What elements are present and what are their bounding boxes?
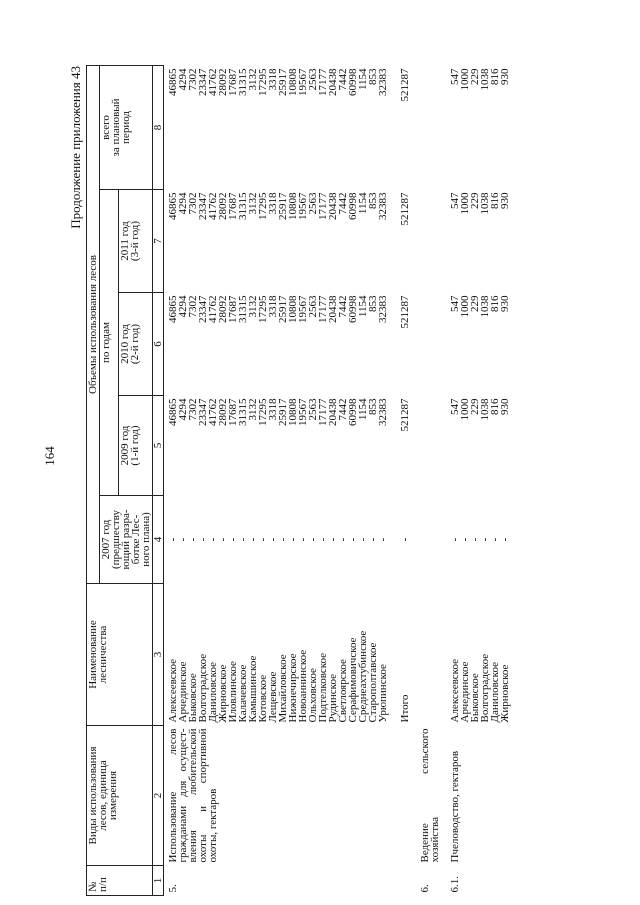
forestry-name: Серафимовичское — [347, 637, 359, 723]
value-2007: - — [499, 537, 511, 542]
total-2010: 521287 — [399, 295, 411, 329]
values-2010-cell — [440, 293, 510, 396]
value-2007: - — [247, 537, 259, 542]
forestry-name: Ольховское — [307, 668, 319, 723]
value-2009: 547 — [449, 398, 461, 415]
value-2011: 547 — [449, 192, 461, 209]
value-2009: 17177 — [317, 398, 329, 426]
value-total: 7302 — [187, 68, 199, 91]
value-total: 1154 — [357, 68, 369, 91]
value-2007: - — [217, 537, 229, 542]
section-5-total-row — [388, 65, 410, 895]
header-usage-kind — [87, 726, 153, 866]
forestry-name: Алексеевское — [167, 659, 179, 723]
forestry-name: Камышинское — [247, 655, 259, 723]
value-total: 2563 — [307, 68, 319, 91]
forestry-name: Даниловское — [489, 662, 501, 723]
section-6-1-row — [440, 65, 510, 895]
value-2010: 4294 — [177, 295, 189, 318]
value-2011: 31315 — [237, 192, 249, 220]
value-2010: 32383 — [377, 295, 389, 323]
value-2010: 60998 — [347, 295, 359, 323]
value-2010: 930 — [499, 295, 511, 312]
forestry-name: Котовское — [257, 674, 269, 723]
value-2010: 10808 — [287, 295, 299, 323]
value-2009: 4294 — [177, 398, 189, 421]
value-2010: 3132 — [247, 295, 259, 318]
forestry-name: Волгоградское — [197, 653, 209, 723]
value-2009: 2563 — [307, 398, 319, 421]
value-total: 32383 — [377, 68, 389, 96]
value-2010: 7302 — [187, 295, 199, 318]
value-2010: 1154 — [357, 295, 369, 318]
header-line: (2-й год) — [129, 323, 142, 365]
values-2007-cell — [164, 496, 389, 584]
value-2011: 46865 — [167, 192, 179, 220]
section-5-row — [164, 65, 389, 895]
value-2011: 28092 — [217, 192, 229, 220]
value-2011: 32383 — [377, 192, 389, 220]
value-total: 17295 — [257, 68, 269, 96]
value-2011: 229 — [469, 192, 481, 209]
value-total: 930 — [499, 68, 511, 85]
value-2010: 17177 — [317, 295, 329, 323]
forestry-name: Жирновское — [217, 664, 229, 723]
value-2009: 1154 — [357, 398, 369, 421]
forestry-name: Быковское — [187, 673, 199, 723]
value-total: 3132 — [247, 68, 259, 91]
value-2010: 17687 — [227, 295, 239, 323]
forestry-name: Старополтавское — [367, 642, 379, 723]
value-2010: 25917 — [277, 295, 289, 323]
values-total-cell — [440, 65, 510, 189]
header-line: 2010 год — [119, 324, 132, 364]
value-2009: 32383 — [377, 398, 389, 426]
total-2009: 521287 — [399, 398, 411, 432]
value-total: 19567 — [297, 68, 309, 96]
header-line: (3-й год) — [129, 220, 142, 262]
col-index-8: 8 — [153, 65, 164, 189]
value-2011: 23347 — [197, 192, 209, 220]
value-2010: 2563 — [307, 295, 319, 318]
value-2011: 17295 — [257, 192, 269, 220]
value-2007: - — [347, 537, 359, 542]
value-2007: - — [187, 537, 199, 542]
forestry-name: Среднеахтубинское — [357, 630, 369, 723]
col-index-6: 6 — [153, 293, 164, 396]
value-2011: 17687 — [227, 192, 239, 220]
value-total: 547 — [449, 68, 461, 85]
header-2009 — [119, 396, 153, 496]
header-line: период — [120, 111, 132, 144]
value-2010: 229 — [469, 295, 481, 312]
header-line: лесничества — [97, 625, 109, 684]
forest-usage-table — [86, 65, 510, 896]
usage-kind-line: гражданами для осущест- — [177, 728, 189, 863]
value-2007: - — [297, 537, 309, 542]
values-total-cell — [164, 65, 389, 189]
header-volumes: Объемы использования лесов — [87, 65, 100, 583]
column-index-row — [153, 65, 164, 895]
value-2009: 930 — [499, 398, 511, 415]
value-2007: - — [287, 537, 299, 542]
usage-kind-cell: Пчеловодство, гектаров — [449, 750, 461, 863]
header-line: Виды использования — [87, 746, 99, 845]
value-total: 20438 — [327, 68, 339, 96]
col-index-7: 7 — [153, 190, 164, 293]
value-2009: 229 — [469, 398, 481, 415]
header-line: (1-й год) — [129, 425, 142, 466]
header-line: 2007 год — [100, 519, 112, 560]
total-2007: - — [399, 537, 411, 542]
value-2010: 46865 — [167, 295, 179, 323]
forestry-name: Даниловское — [207, 662, 219, 723]
value-total: 853 — [367, 68, 379, 85]
value-2010: 547 — [449, 295, 461, 312]
forestry-name: Нижнечирское — [287, 653, 299, 723]
value-2011: 17177 — [317, 192, 329, 220]
value-2010: 1000 — [459, 295, 471, 318]
value-total: 41762 — [207, 68, 219, 96]
value-2009: 17295 — [257, 398, 269, 426]
value-2007: - — [317, 537, 329, 542]
value-2007: - — [449, 537, 461, 542]
value-2010: 17295 — [257, 295, 269, 323]
value-2011: 20438 — [327, 192, 339, 220]
col-index-5: 5 — [153, 396, 164, 496]
forestry-name: Быковское — [469, 673, 481, 723]
header-line: всего — [100, 115, 112, 140]
forestry-name: Урюпинское — [377, 664, 389, 723]
header-2007 — [100, 496, 153, 584]
page-number: 164 — [42, 446, 57, 466]
value-2009: 7442 — [337, 398, 349, 421]
forestry-name: Подтелковское — [317, 652, 329, 723]
col-index-4: 4 — [153, 496, 164, 584]
value-2010: 7442 — [337, 295, 349, 318]
value-2011: 7442 — [337, 192, 349, 215]
value-total: 25917 — [277, 68, 289, 96]
value-2009: 31315 — [237, 398, 249, 426]
value-total: 7442 — [337, 68, 349, 91]
value-2007: - — [479, 537, 491, 542]
header-2010 — [119, 293, 153, 396]
value-2007: - — [489, 537, 501, 542]
value-2011: 816 — [489, 192, 501, 209]
value-2010: 28092 — [217, 295, 229, 323]
forestry-names-cell — [164, 584, 389, 726]
forestry-name: Светлоярское — [337, 659, 349, 723]
row-no: 6.1. — [449, 876, 461, 893]
usage-kind-cell: Ведение сельского хозяйства — [419, 728, 441, 863]
value-total: 3318 — [267, 68, 279, 91]
header-line: п/п — [97, 877, 109, 892]
values-2011-cell — [164, 190, 389, 293]
usage-kind-line: вления любительской — [187, 728, 199, 863]
value-2010: 19567 — [297, 295, 309, 323]
values-2009-cell — [164, 396, 389, 496]
value-2007: - — [197, 537, 209, 542]
value-2011: 930 — [499, 192, 511, 209]
row-no: 5. — [167, 884, 179, 893]
value-2011: 2563 — [307, 192, 319, 215]
value-total: 816 — [489, 68, 501, 85]
value-2011: 41762 — [207, 192, 219, 220]
value-2007: - — [237, 537, 249, 542]
values-2007-cell — [440, 496, 510, 584]
value-2010: 23347 — [197, 295, 209, 323]
section-6-row — [410, 65, 440, 895]
value-total: 28092 — [217, 68, 229, 96]
value-2009: 46865 — [167, 398, 179, 426]
value-2007: - — [277, 537, 289, 542]
header-total-period — [100, 65, 153, 189]
header-line: (предшеству — [110, 509, 122, 570]
value-2009: 20438 — [327, 398, 339, 426]
values-2010-cell — [164, 293, 389, 396]
value-total: 229 — [469, 68, 481, 85]
row-no: 6. — [419, 884, 431, 893]
value-2011: 4294 — [177, 192, 189, 215]
value-total: 46865 — [167, 68, 179, 96]
value-2010: 20438 — [327, 295, 339, 323]
value-2009: 1038 — [479, 398, 491, 421]
header-line: 2009 год — [119, 425, 132, 466]
usage-kind-line: охоты и спортивной — [197, 728, 209, 863]
value-2007: - — [327, 537, 339, 542]
value-2009: 7302 — [187, 398, 199, 421]
value-2009: 23347 — [197, 398, 209, 426]
forestry-name: Волгоградское — [479, 653, 491, 723]
forestry-name: Лещевское — [267, 671, 279, 723]
usage-kind-line: охоты, гектаров — [207, 788, 219, 863]
total-2011: 521287 — [399, 192, 411, 226]
value-2009: 25917 — [277, 398, 289, 426]
forestry-name: Арчединское — [177, 661, 189, 723]
value-2010: 816 — [489, 295, 501, 312]
value-total: 4294 — [177, 68, 189, 91]
header-no — [87, 866, 153, 896]
header-2011 — [119, 190, 153, 293]
value-2011: 1038 — [479, 192, 491, 215]
value-2010: 31315 — [237, 295, 249, 323]
forestry-name: Алексеевское — [449, 659, 461, 723]
header-line: 2011 год — [119, 221, 132, 261]
usage-kind-cell — [164, 726, 389, 866]
value-2009: 17687 — [227, 398, 239, 426]
value-2007: - — [459, 537, 471, 542]
value-total: 17177 — [317, 68, 329, 96]
value-2011: 1000 — [459, 192, 471, 215]
value-2009: 60998 — [347, 398, 359, 426]
value-2009: 3132 — [247, 398, 259, 421]
forestry-name: Рудинское — [327, 674, 339, 723]
value-2010: 1038 — [479, 295, 491, 318]
value-2007: - — [377, 537, 389, 542]
value-2011: 3132 — [247, 192, 259, 215]
value-2009: 10808 — [287, 398, 299, 426]
header-line: измерения — [107, 770, 119, 821]
forestry-name: Михайловское — [277, 654, 289, 723]
forestry-name: Калачевское — [237, 664, 249, 723]
usage-kind-line: Использование лесов — [167, 728, 179, 863]
value-2011: 853 — [367, 192, 379, 209]
value-2007: - — [167, 537, 179, 542]
header-line: № — [87, 881, 99, 892]
value-2007: - — [227, 537, 239, 542]
forestry-name: Арчединское — [459, 661, 471, 723]
forestry-name: Новоаннинское — [297, 649, 309, 723]
header-line: ющий разра- — [120, 509, 132, 570]
value-2011: 60998 — [347, 192, 359, 220]
value-2009: 853 — [367, 398, 379, 415]
header-row-1 — [87, 65, 100, 895]
value-2011: 25917 — [277, 192, 289, 220]
value-total: 10808 — [287, 68, 299, 96]
value-2007: - — [177, 537, 189, 542]
header-line: ботке Лес- — [130, 514, 142, 565]
value-2009: 28092 — [217, 398, 229, 426]
value-2011: 3318 — [267, 192, 279, 215]
value-2011: 7302 — [187, 192, 199, 215]
value-2007: - — [357, 537, 369, 542]
value-total: 17687 — [227, 68, 239, 96]
value-2011: 10808 — [287, 192, 299, 220]
value-2009: 1000 — [459, 398, 471, 421]
value-2010: 41762 — [207, 295, 219, 323]
value-total: 60998 — [347, 68, 359, 96]
value-2007: - — [307, 537, 319, 542]
col-index-1: 1 — [153, 866, 164, 896]
value-2009: 41762 — [207, 398, 219, 426]
value-2011: 19567 — [297, 192, 309, 220]
value-2009: 3318 — [267, 398, 279, 421]
header-forestry-name — [87, 584, 153, 726]
forestry-names-cell — [440, 584, 510, 726]
continuation-caption: Продолжение приложения 43 — [68, 66, 83, 229]
values-2011-cell — [440, 190, 510, 293]
header-line: лесов, единица — [97, 760, 109, 831]
value-total: 1000 — [459, 68, 471, 91]
value-2007: - — [257, 537, 269, 542]
forestry-name: Жирновское — [499, 664, 511, 723]
value-2011: 1154 — [357, 192, 369, 215]
value-2007: - — [469, 537, 481, 542]
total-label: Итого — [399, 694, 411, 723]
total-period: 521287 — [399, 68, 411, 102]
value-2009: 19567 — [297, 398, 309, 426]
header-line: ного плана) — [140, 512, 152, 567]
value-total: 1038 — [479, 68, 491, 91]
value-total: 31315 — [237, 68, 249, 96]
value-2007: - — [207, 537, 219, 542]
col-index-2: 2 — [153, 726, 164, 866]
value-2007: - — [367, 537, 379, 542]
value-2010: 3318 — [267, 295, 279, 318]
value-2007: - — [267, 537, 279, 542]
header-line: за плановый — [110, 98, 122, 157]
col-index-3: 3 — [153, 584, 164, 726]
value-2010: 853 — [367, 295, 379, 312]
values-2009-cell — [440, 396, 510, 496]
header-by-years: по годам — [100, 190, 119, 496]
value-total: 23347 — [197, 68, 209, 96]
forestry-name: Иловлинское — [227, 661, 239, 723]
value-2007: - — [337, 537, 349, 542]
value-2009: 816 — [489, 398, 501, 415]
rotated-page — [68, 66, 628, 896]
header-line: Наименование — [87, 620, 99, 689]
